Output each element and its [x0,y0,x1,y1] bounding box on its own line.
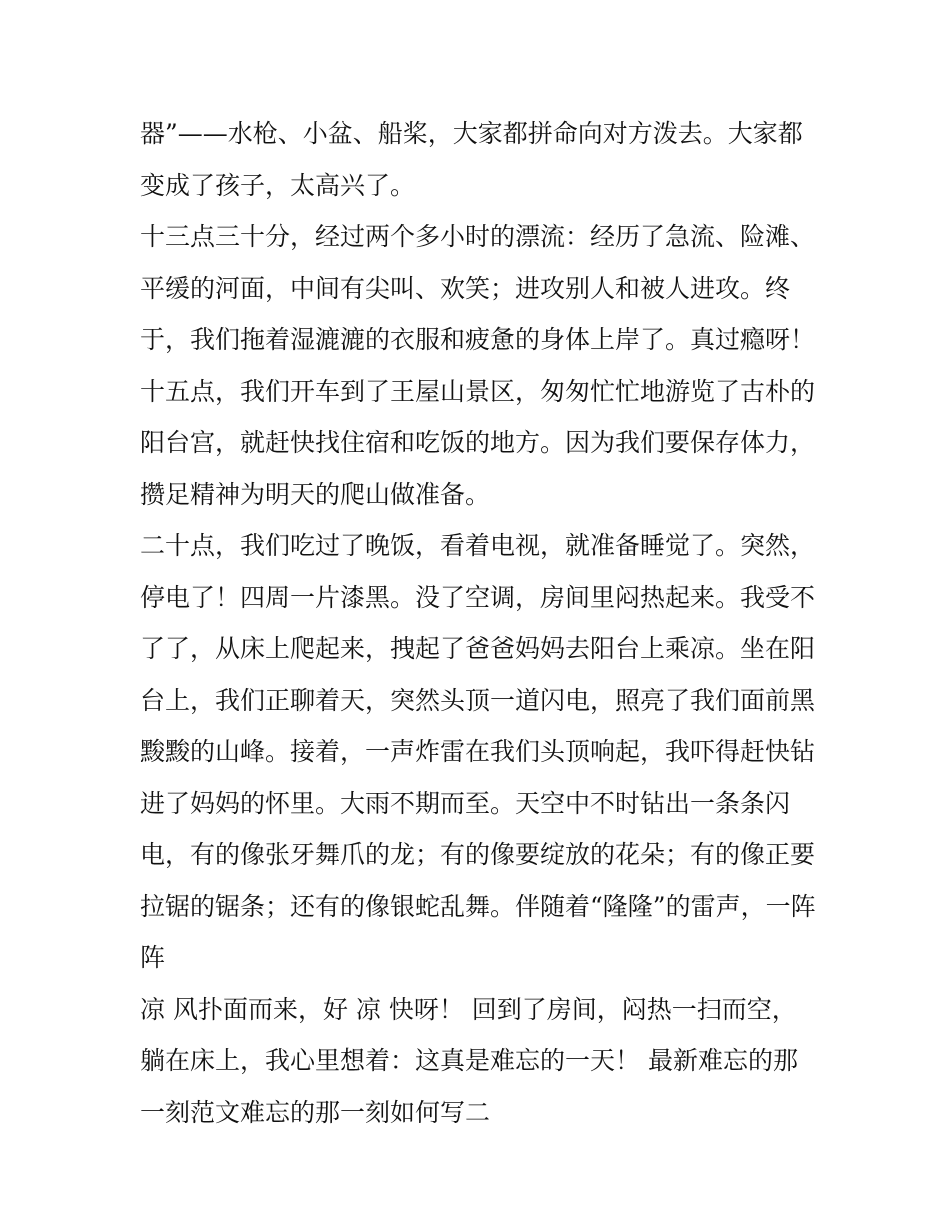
text-line: 变成了孩子，太高兴了。 [140,170,416,200]
text-line: 攒足精神为明天的爬山做准备。 [140,479,491,509]
text-line: 阳台宫，就赶快找住宿和吃饭的地方。因为我们要保存体力， [140,428,816,457]
text-line: 于，我们拖着湿漉漉的衣服和疲惫的身体上岸了。真过瘾呀！ [140,325,816,354]
text-line: 停电了！四周一片漆黑。没了空调，房间里闷热起来。我受不 [140,582,816,612]
text-line: 十五点，我们开车到了王屋山景区，匆匆忙忙地游览了古朴的 [140,376,816,406]
text-line: 台上，我们正聊着天，突然头顶一道闪电，照亮了我们面前黑 [140,685,816,715]
text-line: 躺在床上，我心里想着：这真是难忘的一天！ 最新难忘的那 [140,1046,798,1075]
text-line: 了了，从床上爬起来，拽起了爸爸妈妈去阳台上乘凉。坐在阳 [140,634,816,663]
text-line: 进了妈妈的怀里。大雨不期而至。天空中不时钻出一条条闪 [140,788,791,818]
text-line: 电，有的像张牙舞爪的龙；有的像要绽放的花朵；有的像正要 [140,840,816,869]
text-line: 十三点三十分，经过两个多小时的漂流：经历了急流、险滩、 [140,222,816,251]
text-line: 器”——水枪、小盆、船桨，大家都拼命向对方泼去。大家都 [140,119,803,148]
text-line: 阵 [140,943,166,972]
text-line: 一刻范文难忘的那一刻如何写二 [140,1097,491,1127]
text-line: 黢黢的山峰。接着，一声炸雷在我们头顶响起，我吓得赶快钻 [140,737,816,766]
text-line: 拉锯的锯条；还有的像银蛇乱舞。伴随着“隆隆”的雷声，一阵 [140,891,816,921]
text-line: 平缓的河面，中间有尖叫、欢笑；进攻别人和被人进攻。终 [140,273,791,303]
text-line: 二十点，我们吃过了晚饭，看着电视，就准备睡觉了。突然， [140,531,816,560]
document-body [140,108,830,1138]
text-line: 凉 风扑面而来，好 凉 快呀！ 回到了房间，闷热一扫而空， [140,994,797,1024]
